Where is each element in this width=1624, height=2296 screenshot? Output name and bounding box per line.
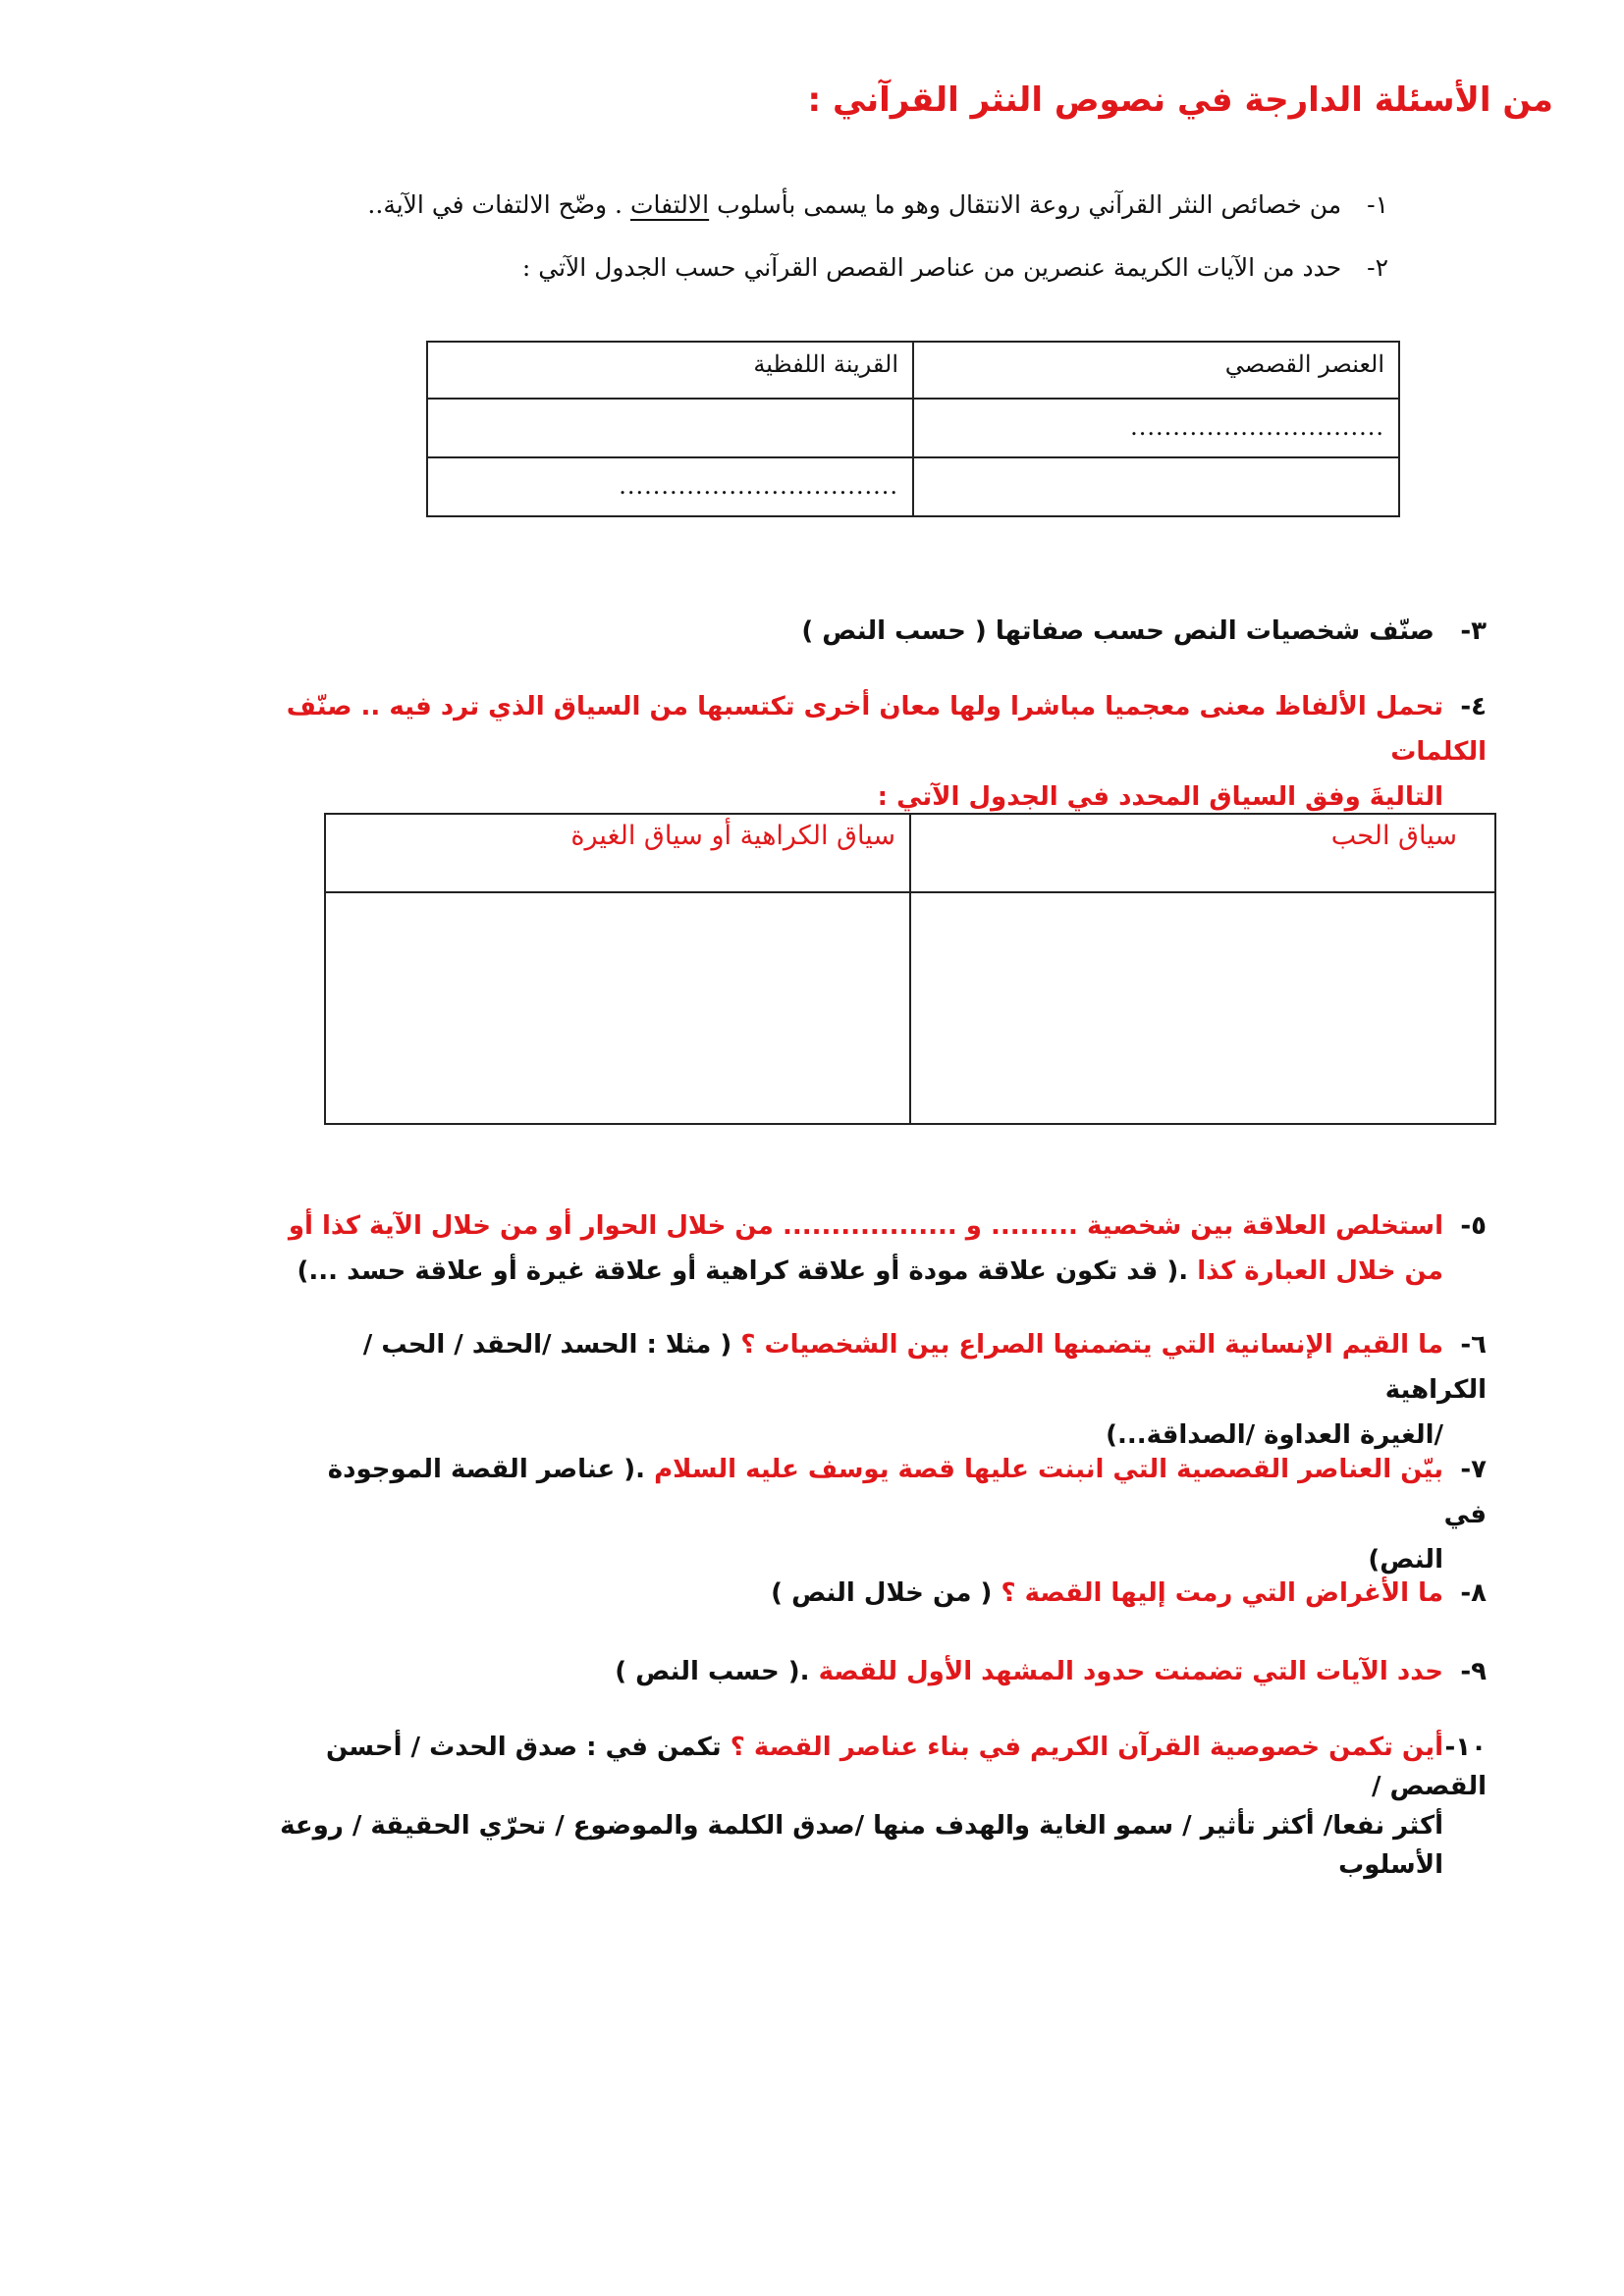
- context-table: [324, 813, 1496, 1125]
- question-text: تحمل الألفاظ معنى معجميا مباشرا ولها معان أخرى تكتسبها من السياق الذي ترد فيه .. صنّف الكلمات: [286, 692, 1487, 767]
- question-text: حدد من الآيات الكريمة عنصرين من عناصر القصص القرآني حسب الجدول الآتي :: [521, 253, 1342, 282]
- story-elements-table: [426, 341, 1400, 517]
- question-text: ما القيم الإنسانية التي يتضمنها الصراع بين الشخصيات ؟: [740, 1330, 1443, 1360]
- question-text: استخلص العلاقة بين شخصية ......... و .................. من خلال الحوار أو من خلال الآية كذا أو: [288, 1211, 1443, 1241]
- question-7: [279, 1447, 1487, 1582]
- underlined-term: الالتفات: [629, 190, 710, 219]
- question-text: صنّف شخصيات النص حسب صفاتها ( حسب النص ): [801, 616, 1435, 646]
- table-header-love: سياق الحب: [910, 814, 1495, 892]
- question-5: [279, 1203, 1487, 1294]
- question-number: ١-: [1367, 190, 1388, 219]
- question-4: [279, 684, 1487, 820]
- question-number: ٢-: [1367, 253, 1388, 282]
- table-cell[interactable]: .................................: [427, 457, 913, 516]
- question-2: [151, 249, 1388, 287]
- question-number: ٧-: [1460, 1455, 1487, 1484]
- question-1: [151, 187, 1388, 224]
- question-text-cont: التاليةَ وفق السياق المحدد في الجدول الآتي :: [877, 782, 1443, 812]
- question-6: [279, 1322, 1487, 1458]
- question-hint-cont: /الغيرة العداوة /الصداقة...): [1106, 1420, 1443, 1450]
- question-hint: .( حسب النص ): [615, 1657, 810, 1686]
- question-number: ٦-: [1460, 1330, 1487, 1360]
- table-cell[interactable]: [910, 892, 1495, 1124]
- question-text: من خصائص النثر القرآني روعة الانتقال وهو ما يسمى بأسلوب: [717, 190, 1342, 219]
- table-header-evidence: القرينة اللفظية: [427, 342, 913, 399]
- table-cell[interactable]: [913, 457, 1399, 516]
- table-header-hate: سياق الكراهية أو سياق الغيرة: [325, 814, 910, 892]
- question-hint: ( من خلال النص ): [771, 1578, 993, 1608]
- question-text: أين تكمن خصوصية القرآن الكريم في بناء عناصر القصة ؟: [730, 1733, 1443, 1762]
- question-text-end: . وضّح الالتفات في الآية..: [367, 190, 623, 219]
- question-8: [279, 1571, 1487, 1616]
- table-cell[interactable]: [325, 892, 910, 1124]
- question-text: بيّن العناصر القصصية التي انبنت عليها قصة يوسف عليه السلام: [654, 1455, 1443, 1484]
- question-text: حدد الآيات التي تضمنت حدود المشهد الأول للقصة: [818, 1657, 1443, 1686]
- question-hint-cont: النص): [1368, 1545, 1443, 1575]
- question-hint-end: الأسلوب: [1338, 1850, 1443, 1880]
- question-hint: تكمن في : صدق الحدث / أحسن القصص /: [325, 1733, 1487, 1801]
- question-number: ٣-: [1460, 616, 1487, 646]
- question-number: ٤-: [1460, 692, 1487, 721]
- page-title: من الأسئلة الدارجة في نصوص النثر القرآني :: [807, 80, 1553, 120]
- question-number: ٩-: [1460, 1657, 1487, 1686]
- question-text-cont: من خلال العبارة كذا: [1197, 1256, 1443, 1286]
- question-3: [279, 609, 1487, 654]
- question-hint-cont: أكثر نفعا/ أكثر تأثير / سمو الغاية والهدف منها /صدق الكلمة والموضوع / تحرّي الحقيقة / روعة: [280, 1811, 1443, 1841]
- question-hint: .( قد تكون علاقة مودة أو علاقة كراهية أو علاقة غيرة أو علاقة حسد ...): [297, 1256, 1189, 1286]
- question-text: ما الأغراض التي رمت إليها القصة ؟: [1001, 1578, 1443, 1608]
- table-cell[interactable]: [427, 399, 913, 457]
- question-hint: ( مثلا : الحسد /الحقد / الحب /الكراهية: [362, 1330, 1487, 1405]
- question-10: [279, 1728, 1487, 1885]
- question-number: ٥-: [1460, 1211, 1487, 1241]
- question-9: [279, 1649, 1487, 1694]
- question-number: ٨-: [1460, 1578, 1487, 1608]
- table-cell[interactable]: ..............................: [913, 399, 1399, 457]
- question-number: ١٠-: [1444, 1733, 1487, 1762]
- table-header-element: العنصر القصصي: [913, 342, 1399, 399]
- question-hint: .( عناصر القصة الموجودة في: [327, 1455, 1487, 1529]
